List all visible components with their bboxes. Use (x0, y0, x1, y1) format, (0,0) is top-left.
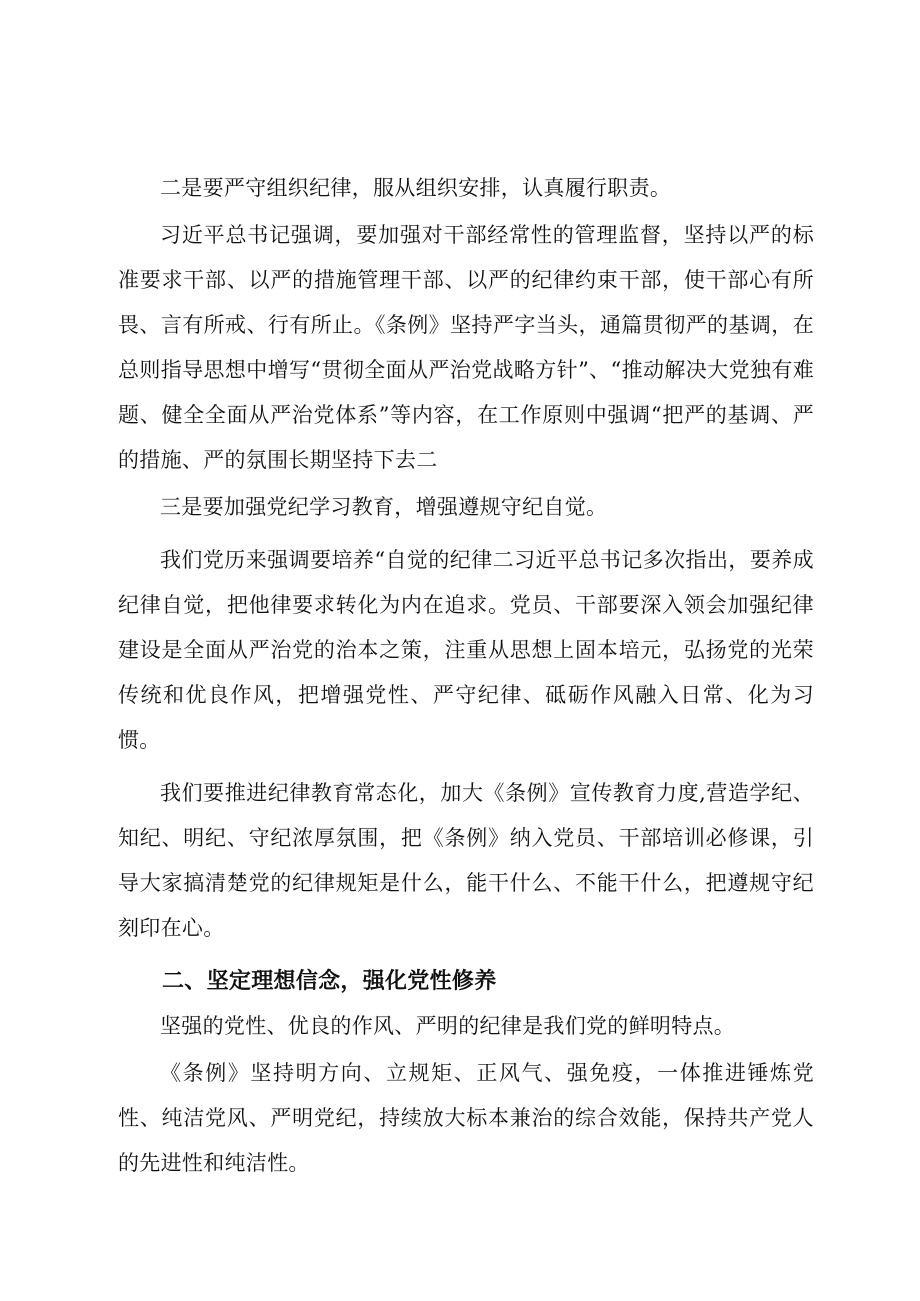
paragraph-strict-management: 习近平总书记强调，要加强对干部经常性的管理监督，坚持以严的标准要求干部、以严的措施管理干部、以严的纪律约束干部，使干部心有所畏、言有所戒、行有所止。《条例》坚持严字当头，通篇贯彻严的基调，在总则指导思想中增写“贯彻全面从严治党战略方针”、“推动解决大党独有难题、健全全面从严治党体系”等内容，在工作原则中强调“把严的基调、严的措施、严的氛围长期坚持下去二 (118, 223, 814, 472)
document-body (118, 166, 814, 1186)
paragraph-regulations-effect: 《条例》坚持明方向、立规矩、正风气、强免疫，一体推进锤炼党性、纯洁党风、严明党纪，持续放大标本兼治的综合效能，保持共产党人的先进性和纯洁性。 (118, 1061, 814, 1175)
paragraph-party-characteristics: 坚强的党性、优良的作风、严明的纪律是我们党的鲜明特点。 (160, 1014, 736, 1038)
paragraph-self-discipline: 我们党历来强调要培养“自觉的纪律二习近平总书记多次指出，要养成纪律自觉，把他律要求转化为内在追求。党员、干部要深入领会加强纪律建设是全面从严治党的治本之策，注重从思想上固本培元，弘扬党的光荣传统和优良作风，把增强党性、严守纪律、砥砺作风融入日常、化为习惯。 (118, 548, 814, 752)
paragraph-discipline-education: 三是要加强党纪学习教育，增强遵规守纪自觉。 (160, 495, 608, 519)
paragraph-organization-discipline: 二是要严守组织纪律，服从组织安排，认真履行职责。 (160, 176, 672, 200)
section-heading: 二、坚定理想信念，强化党性修养 (162, 969, 497, 994)
paragraph-regular-education: 我们要推进纪律教育常态化，加大《条例》宣传教育力度,营造学纪、知纪、明纪、守纪浓厚氛围，把《条例》纳入党员、干部培训必修课，引导大家搞清楚党的纪律规矩是什么，能干什么、不能干什么，把遵规守纪刻印在心。 (118, 781, 814, 940)
